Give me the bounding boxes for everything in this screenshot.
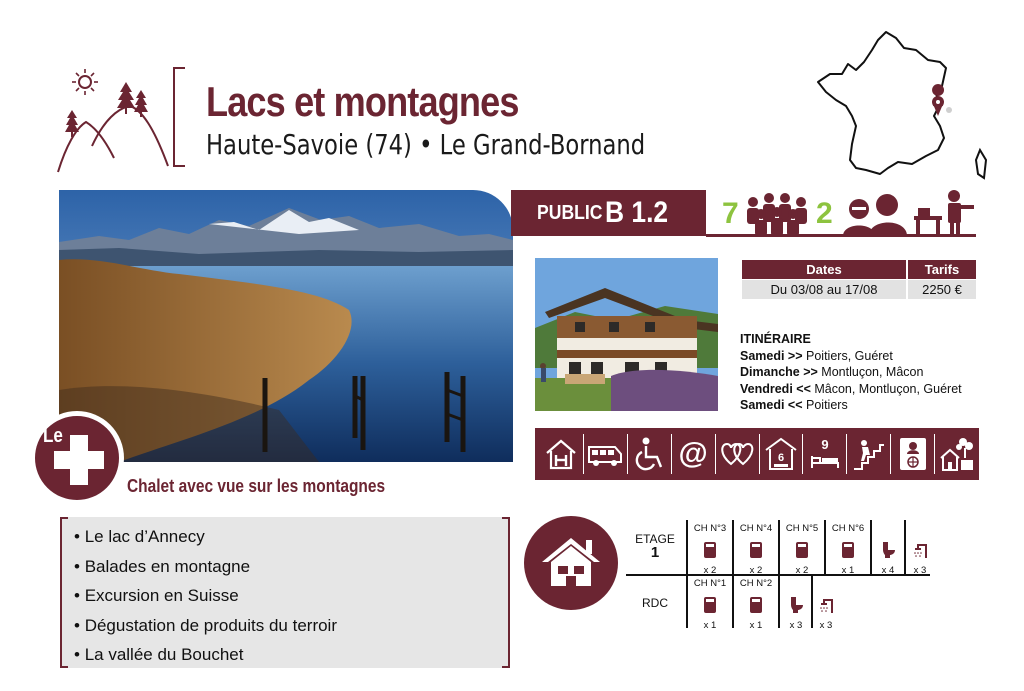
tarif-value: 2250 €: [908, 280, 976, 299]
amenities-bar: [535, 428, 979, 480]
teacher-desk-icon: [912, 188, 976, 236]
participants-count: 7: [722, 197, 739, 230]
stairs-icon: [847, 434, 891, 474]
list-item: • Dégustation de produits du terroir: [74, 615, 337, 635]
itinerary-line: Samedi >> Poitiers, Guéret: [740, 348, 893, 363]
house-6-beds-icon: [760, 434, 804, 474]
list-item: • La vallée du Bouchet: [74, 645, 244, 664]
shower-icon: [816, 596, 836, 614]
accompanists-count: 2: [816, 197, 833, 230]
itinerary-heading: ITINÉRAIRE: [740, 332, 811, 346]
room-ch4: CH N°4 x 2: [739, 523, 773, 576]
page-title: Lacs et montagnes: [206, 78, 519, 125]
list-item: • Balades en montagne: [74, 556, 251, 576]
activities-bracket-left: [60, 517, 68, 668]
bed-icon: [795, 541, 809, 559]
activities-list: [74, 522, 337, 670]
room-ch1: CH N°1 x 1: [693, 578, 727, 631]
hotel-icon: [540, 434, 584, 474]
etage-label: ETAGE 1: [635, 532, 675, 561]
room-ch6: CH N°6 x 1: [831, 523, 865, 576]
svg-text:6: 6: [777, 452, 785, 464]
title-bracket: [173, 67, 185, 167]
dates-tarifs-table: [740, 259, 978, 300]
list-item: • Le lac d’Annecy: [74, 527, 205, 546]
garden-house-icon: [935, 434, 979, 474]
minibus-icon: [584, 434, 628, 474]
room-ch3: CH N°3 x 2: [693, 523, 727, 576]
svg-text:9: 9: [821, 437, 829, 452]
bed-icon: [749, 541, 763, 559]
france-map-icon: [812, 28, 992, 188]
page-subtitle: Haute-Savoie (74) • Le Grand-Bornand: [206, 128, 646, 161]
le-plus-label: Le: [43, 425, 63, 447]
accompanists-group: [816, 192, 909, 236]
house-icon: [524, 516, 618, 610]
itinerary-line: Dimanche >> Montluçon, Mâcon: [740, 365, 924, 379]
rdc-showers: x 3: [804, 578, 848, 631]
room-ch2: CH N°2 x 1: [739, 578, 773, 631]
chalet-photo: [535, 258, 718, 411]
bed-icon: [749, 596, 763, 614]
itinerary-line: Vendredi << Mâcon, Montluçon, Guéret: [740, 381, 962, 396]
wheelchair-icon: [628, 434, 672, 474]
group-people-icon: [743, 192, 811, 236]
bed-icon: [703, 596, 717, 614]
dates-value: Du 03/08 au 17/08: [742, 280, 906, 299]
public-label: PUBLIC: [537, 201, 603, 224]
bed-icon: [841, 541, 855, 559]
itinerary: [740, 331, 962, 414]
house-badge: [524, 516, 618, 610]
dates-header: Dates: [742, 260, 906, 279]
toilet-icon: [787, 596, 805, 614]
room-ch5: CH N°5 x 2: [785, 523, 819, 576]
toilet-icon: [879, 541, 897, 559]
activities-bracket-right: [502, 517, 510, 668]
tarifs-header: Tarifs: [908, 260, 976, 279]
etage-toilets: x 4: [866, 523, 910, 576]
hearts-icon: [716, 434, 760, 474]
at-icon: @: [672, 434, 716, 474]
etage-showers: x 3: [898, 523, 942, 576]
list-item: • Excursion en Suisse: [74, 586, 239, 605]
public-class-band: [511, 190, 706, 236]
mountain-sun-logo-icon: [56, 66, 171, 176]
two-people-icon: [837, 192, 909, 236]
rdc-label: RDC: [642, 596, 668, 610]
bed-icon: [703, 541, 717, 559]
itinerary-line: Samedi << Poitiers: [740, 398, 848, 412]
rdc-toilets: x 3: [774, 578, 818, 631]
shower-icon: [910, 541, 930, 559]
participants-group: [722, 192, 811, 236]
bed-9-icon: [803, 434, 847, 474]
id-card-globe-icon: [891, 434, 935, 474]
public-class: B 1.2: [605, 196, 669, 229]
plus-icon: [52, 433, 106, 487]
lake-mountain-photo: [59, 190, 513, 462]
highlight-text: Chalet avec vue sur les montagnes: [127, 476, 386, 496]
